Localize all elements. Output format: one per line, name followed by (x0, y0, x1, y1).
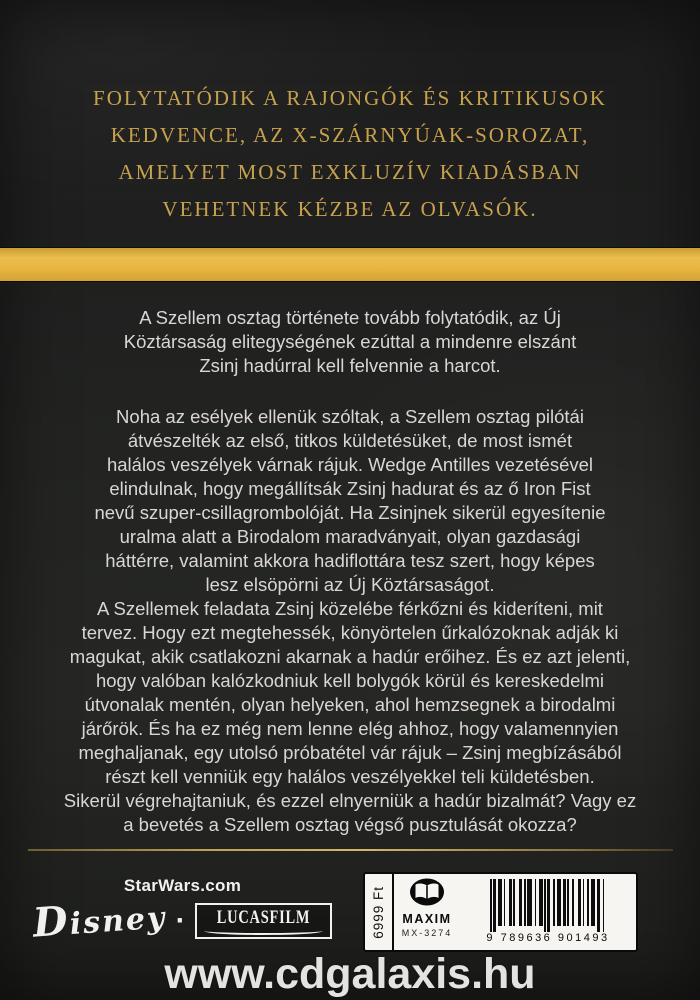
text-line: átvészelték az első, titkos küldetésüket, de most ismét (127, 430, 573, 451)
logos-row (31, 897, 315, 947)
synopsis (55, 306, 645, 837)
price-label: 6999 Ft (371, 885, 386, 939)
text-line: A Szellem osztag története tovább folytatódik, az Új (139, 307, 561, 328)
lucasfilm-logo (195, 903, 332, 939)
maxim-book-icon (409, 878, 445, 913)
text-line: FOLYTATÓDIK A RAJONGÓK ÉS KRITIKUSOK (93, 86, 607, 110)
text-line: a bevetés a Szellem osztag végső pusztulását okozza? (123, 814, 577, 835)
text-line: VEHETNEK KÉZBE AZ OLVASÓK. (162, 197, 538, 221)
text-line: járőrök. És ha ez még nem lenne elég ahhoz, hogy valamennyien (81, 718, 619, 739)
barcode-cell (460, 874, 636, 950)
text-line: meghaljanak, egy utolsó próbatétel vár rájuk – Zsinj megbízásából (78, 742, 622, 763)
barcode-panel (363, 872, 638, 952)
synopsis-paragraph-3 (55, 597, 645, 789)
text-line: Sikerül végrehajtaniuk, és ezzel elnyerniük a hadúr bizalmát? Vagy ez (63, 790, 637, 811)
text-line: uralma alatt a Birodalom maradványait, olyan gazdasági (119, 526, 581, 547)
ean-barcode (490, 879, 606, 932)
text-line: Köztársaság elitegységének ezúttal a mindenre elszánt (123, 331, 577, 352)
text-line: Noha az esélyek ellenük szóltak, a Szellem osztag pilótái (116, 406, 584, 427)
text-line: Zsinj hadúrral kell felvennie a harcot. (199, 355, 501, 376)
text-line: A Szellemek feladata Zsinj közelébe férkőzni és kideríteni, mit (97, 598, 603, 619)
text-line: tervez. Hogy ezt megtehessék, könyörtelen űrkalózoknak adják ki (81, 622, 619, 643)
synopsis-paragraph-2 (55, 405, 645, 597)
price-cell (365, 874, 394, 950)
text-line: részt kell venniük egy halálos veszélyekkel teli küldetésben. (105, 766, 595, 787)
text-line: halálos veszélyek várnak rájuk. Wedge Antilles vezetésével (106, 454, 594, 475)
watermark-url: www.cdgalaxis.hu (164, 950, 536, 998)
tagline (0, 80, 700, 228)
text-line: AMELYET MOST EXKLUZÍV KIADÁSBAN (118, 160, 582, 184)
gold-accent-band (0, 248, 700, 281)
synopsis-paragraph-1 (55, 306, 645, 378)
logo-separator-dot: · (175, 904, 186, 937)
lucasfilm-logo-text: LUCASFILM (216, 907, 310, 928)
text-line: háttérre, valamint akkora hadiflottára tesz szert, hogy képes (105, 550, 595, 571)
isbn-number: 9 789636 901493 (486, 932, 610, 944)
text-line: elindulnak, hogy megállítsák Zsinj hadurat és az ő Iron Fist (109, 478, 591, 499)
text-line: lesz elsöpörni az Új Köztársaságot. (205, 574, 495, 595)
gold-separator-line (28, 849, 673, 851)
logo-block (31, 876, 315, 947)
synopsis-paragraph-4 (55, 789, 645, 837)
text-line: nevű szuper-csillagrombolóját. Ha Zsinjnek sikerül egyesítenie (94, 502, 606, 523)
text-line: hogy valóban kalózkodniuk kell bolygók körül és kereskedelmi (95, 670, 604, 691)
publisher-cell (394, 874, 460, 950)
publisher-name: MAXIM (402, 912, 452, 926)
text-line: útvonalak mentén, olyan helyeken, ahol hemzsegnek a birodalmi (84, 694, 616, 715)
lucasfilm-arc-ornament (204, 927, 323, 935)
disney-logo: Disney (31, 897, 168, 947)
publisher-code: MX-3274 (401, 928, 453, 938)
text-line: KEDVENCE, AZ X-SZÁRNYÚAK-SOROZAT, (110, 123, 590, 147)
starwars-url-text: StarWars.com (123, 876, 242, 895)
text-line: magukat, akik csatlakozni akarnak a hadúr erőihez. És ez azt jelenti, (69, 646, 631, 667)
